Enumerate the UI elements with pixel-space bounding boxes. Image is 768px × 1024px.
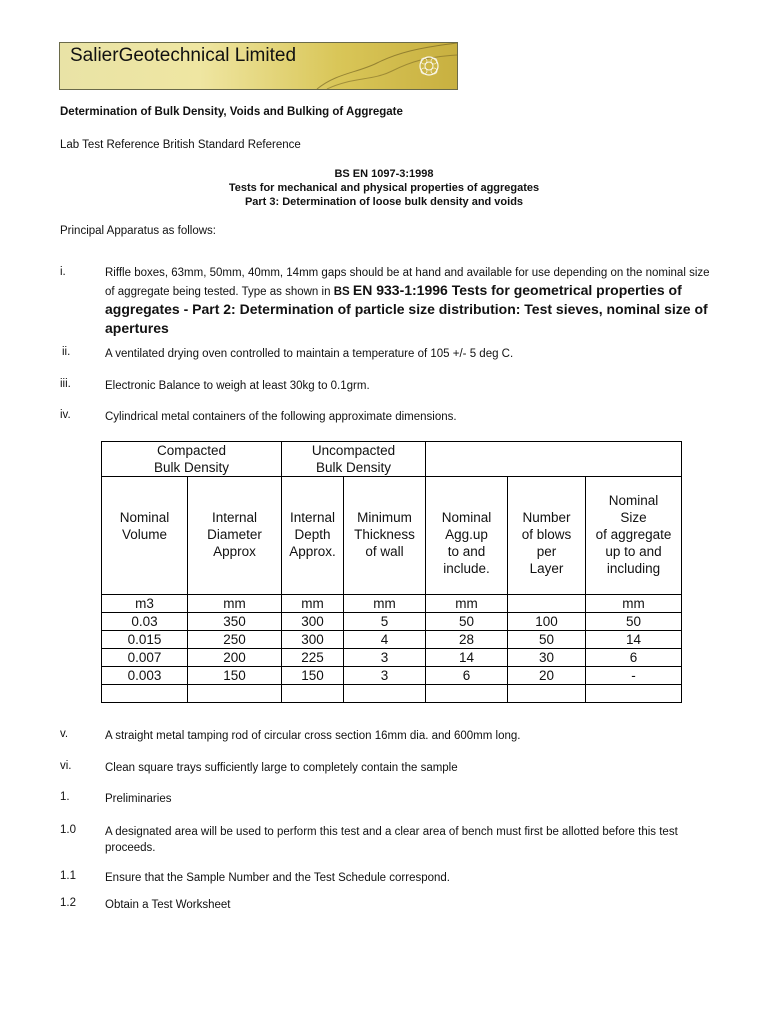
item-text: Electronic Balance to weigh at least 30kg to 0.1grm. [105, 380, 370, 392]
section-number: 1.2 [60, 897, 76, 909]
container-dimensions-table [101, 441, 682, 703]
table-cell [344, 685, 426, 703]
header-line: Depth [294, 527, 331, 542]
table-cell: 50 [426, 613, 508, 631]
table-cell: 14 [586, 631, 682, 649]
group-header-line: Uncompacted [311, 443, 396, 458]
header-line: Thickness [354, 527, 415, 542]
table-cell: 50 [508, 631, 586, 649]
table-cell: mm [426, 595, 508, 613]
section-number: 1. [60, 791, 70, 803]
table-row [102, 685, 682, 703]
header-line: Volume [121, 527, 168, 542]
header-line: Minimum [357, 510, 412, 525]
item-number: vi. [60, 760, 72, 772]
header-line: of blows [521, 527, 572, 542]
header-line: Nominal [441, 510, 492, 525]
table-cell: m3 [102, 595, 188, 613]
table-cell [282, 685, 344, 703]
table-cell: mm [282, 595, 344, 613]
table-cell: 350 [188, 613, 282, 631]
table-cell: 100 [508, 613, 586, 631]
section-text: Ensure that the Sample Number and the Test Schedule correspond. [105, 872, 450, 884]
table-group-header-row [102, 442, 682, 477]
banner-decoration-icon [297, 43, 457, 89]
item-text: A ventilated drying oven controlled to maintain a temperature of 105 +/- 5 deg C. [105, 348, 514, 360]
header-line: per [536, 544, 557, 559]
header-line: Layer [529, 561, 564, 576]
table-column-header [508, 477, 586, 595]
table-column-header [282, 477, 344, 595]
table-cell: mm [344, 595, 426, 613]
table-cell: mm [188, 595, 282, 613]
table-group-header [426, 442, 682, 477]
table-row [102, 667, 682, 685]
header-line: Diameter [207, 527, 262, 542]
table-cell: 150 [282, 667, 344, 685]
group-header-line: Compacted [156, 443, 227, 458]
group-header-line: Bulk Density [315, 460, 392, 475]
header-line: of wall [365, 544, 404, 559]
table-group-header [282, 442, 426, 477]
table-cell: 20 [508, 667, 586, 685]
table-cell: mm [586, 595, 682, 613]
table-cell: 50 [586, 613, 682, 631]
header-line: of aggregate [595, 527, 672, 542]
section-text: Preliminaries [105, 793, 172, 805]
table-cell [508, 685, 586, 703]
table-cell: 0.015 [102, 631, 188, 649]
table-cell: 28 [426, 631, 508, 649]
table-cell [188, 685, 282, 703]
item-number: iii. [60, 378, 71, 390]
item-number: iv. [60, 409, 71, 421]
table-cell [102, 685, 188, 703]
table-row [102, 649, 682, 667]
table-cell: 5 [344, 613, 426, 631]
standard-block [59, 167, 709, 209]
table-column-header [188, 477, 282, 595]
table-column-header-row [102, 477, 682, 595]
table-cell: 150 [188, 667, 282, 685]
header-line: Size [620, 510, 647, 525]
table-column-header [344, 477, 426, 595]
section-number: 1.1 [60, 870, 76, 882]
table-units-row [102, 595, 682, 613]
header-line: to and [447, 544, 486, 559]
standard-line3: Part 3: Determination of loose bulk density and voids [244, 196, 524, 208]
section-number: 1.0 [60, 824, 76, 836]
table-group-header [102, 442, 282, 477]
group-header-line: Bulk Density [153, 460, 230, 475]
table-cell: 0.007 [102, 649, 188, 667]
header-line: up to and [605, 544, 662, 559]
header-line: including [606, 561, 661, 576]
item-number: i. [60, 266, 66, 278]
table-cell: 250 [188, 631, 282, 649]
table-cell: 225 [282, 649, 344, 667]
item-number: v. [60, 728, 69, 740]
table-column-header [426, 477, 508, 595]
item-text: Clean square trays sufficiently large to completely contain the sample [105, 762, 458, 774]
header-line: Nominal [119, 510, 170, 525]
table-cell [508, 595, 586, 613]
table-column-header [586, 477, 682, 595]
section-text: Obtain a Test Worksheet [105, 899, 231, 911]
item-text-bs: BS [333, 286, 350, 298]
table-cell: 3 [344, 649, 426, 667]
apparatus-intro: Principal Apparatus as follows: [60, 225, 216, 237]
item-text-bold: EN 933-1:1996 Tests for geometrical properties of aggregates - Part 2: Determination of particle size distribution: Test sieves, nominal size of apertures [105, 282, 708, 336]
table-cell: 0.03 [102, 613, 188, 631]
table-cell [426, 685, 508, 703]
table-cell: 300 [282, 631, 344, 649]
table-cell: 0.003 [102, 667, 188, 685]
table-cell: 3 [344, 667, 426, 685]
table-cell [586, 685, 682, 703]
header-line: Nominal [608, 493, 659, 508]
document-title: Determination of Bulk Density, Voids and Bulking of Aggregate [60, 106, 403, 118]
header-line: Approx [213, 544, 256, 559]
section-text: A designated area will be used to perform this test and a clear area of bench must first be allotted before this test proceeds. [105, 826, 678, 854]
table-cell: 200 [188, 649, 282, 667]
header-line: Number [522, 510, 571, 525]
item-text [105, 265, 710, 338]
reference-line: Lab Test Reference British Standard Reference [60, 139, 301, 151]
table-cell: 30 [508, 649, 586, 667]
table-row [102, 613, 682, 631]
standard-line2: Tests for mechanical and physical properties of aggregates [228, 182, 540, 194]
standard-code: BS EN 1097-3:1998 [334, 168, 434, 180]
company-name: SalierGeotechnical Limited [70, 45, 297, 66]
company-banner [59, 42, 458, 90]
table-column-header [102, 477, 188, 595]
header-line: Internal [289, 510, 336, 525]
header-line: Approx. [289, 544, 336, 559]
table-cell: 6 [426, 667, 508, 685]
table-cell: 4 [344, 631, 426, 649]
item-text: Cylindrical metal containers of the following approximate dimensions. [105, 411, 457, 423]
table-cell: 14 [426, 649, 508, 667]
item-text-part: Riffle boxes, 63mm, 50mm, 40mm, 14mm gaps should be at hand and available for use depending on the nominal size of aggregate being tested. Type as shown in [105, 267, 710, 298]
table-cell: 6 [586, 649, 682, 667]
item-number: ii. [62, 346, 71, 358]
table-row [102, 631, 682, 649]
header-line: Internal [211, 510, 258, 525]
table-cell: - [586, 667, 682, 685]
header-line: Agg.up [445, 527, 488, 542]
table-cell: 300 [282, 613, 344, 631]
item-text: A straight metal tamping rod of circular cross section 16mm dia. and 600mm long. [105, 730, 521, 742]
header-line: include. [443, 561, 490, 576]
